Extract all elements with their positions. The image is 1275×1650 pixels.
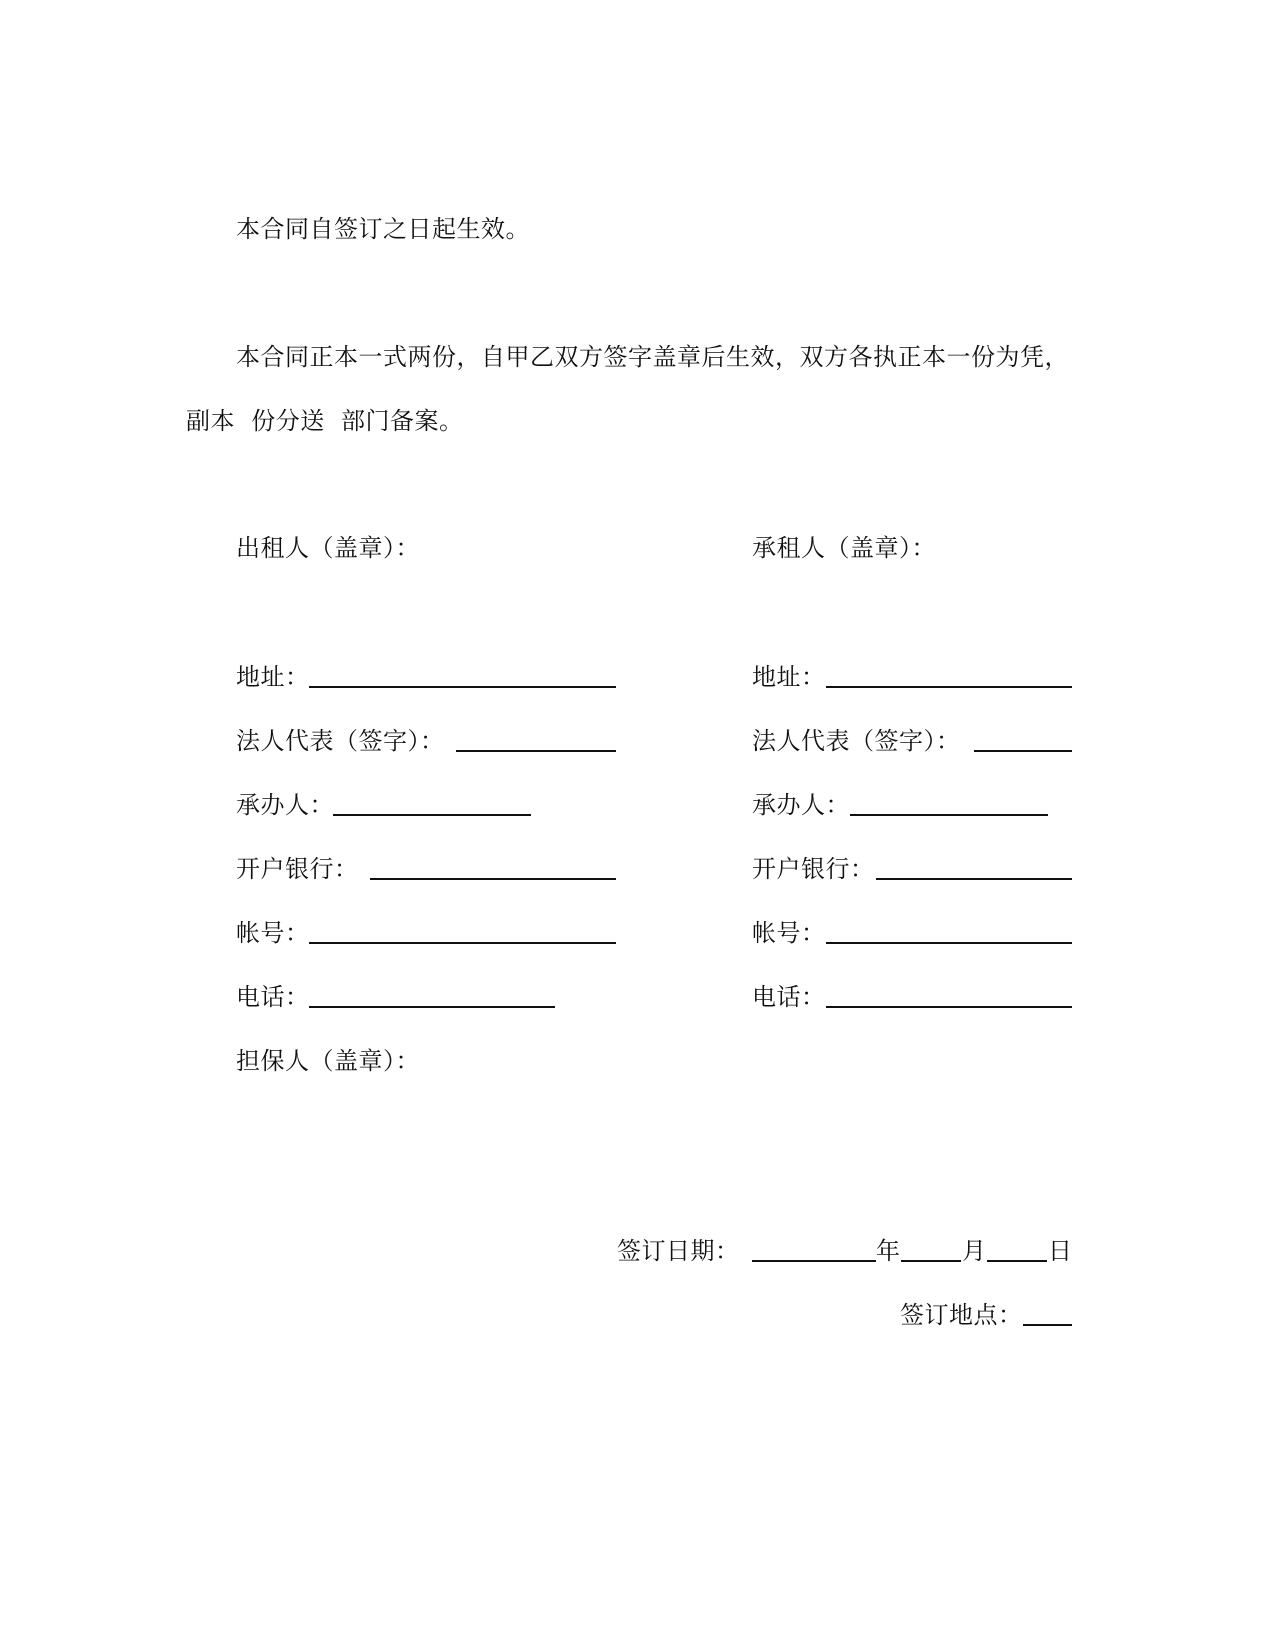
lessee-phone-field[interactable] [826, 1006, 1072, 1008]
lessee-bank-field[interactable] [876, 878, 1072, 880]
signing-day-unit: 日 [1048, 1237, 1073, 1265]
signing-place-label: 签订地点： [900, 1301, 1023, 1329]
lessor-handler-field[interactable] [333, 814, 531, 816]
signing-month-unit: 月 [962, 1237, 987, 1265]
lessor-phone-field[interactable] [309, 1006, 555, 1008]
lessee-legal-rep-label: 法人代表（签字）： [752, 727, 961, 755]
lessor-address-label: 地址： [236, 663, 310, 691]
copies-clause-line2: 副本 份分送 部门备案。 [186, 407, 464, 435]
signing-day-field[interactable] [987, 1260, 1047, 1262]
lessor-legal-rep-label: 法人代表（签字）： [236, 727, 445, 755]
guarantor-title: 担保人（盖章）： [236, 1047, 420, 1075]
lessor-bank-field[interactable] [370, 878, 616, 880]
signing-place-field[interactable] [1023, 1324, 1072, 1326]
signing-year-field[interactable] [752, 1260, 876, 1262]
lessee-handler-field[interactable] [850, 814, 1048, 816]
signing-year-unit: 年 [876, 1237, 901, 1265]
lessee-account-label: 帐号： [752, 919, 826, 947]
lessee-address-field[interactable] [826, 686, 1072, 688]
lessor-address-field[interactable] [309, 686, 616, 688]
lessee-legal-rep-field[interactable] [974, 750, 1072, 752]
lessee-bank-label: 开户银行： [752, 855, 875, 883]
lessee-account-field[interactable] [826, 942, 1072, 944]
copies-clause-line1: 本合同正本一式两份，自甲乙双方签字盖章后生效，双方各执正本一份为凭， [236, 343, 1069, 371]
effective-clause: 本合同自签订之日起生效。 [236, 215, 530, 243]
lessee-address-label: 地址： [752, 663, 826, 691]
lessor-legal-rep-field[interactable] [456, 750, 616, 752]
lessor-title: 出租人（盖章）： [236, 534, 420, 562]
lessor-account-label: 帐号： [236, 919, 310, 947]
lessor-bank-label: 开户银行： [236, 855, 359, 883]
lessor-phone-label: 电话： [236, 983, 310, 1011]
lessee-handler-label: 承办人： [752, 791, 850, 819]
signing-date-label: 签订日期： [617, 1237, 740, 1265]
lessor-handler-label: 承办人： [236, 791, 334, 819]
lessee-phone-label: 电话： [752, 983, 826, 1011]
lessee-title: 承租人（盖章）： [752, 534, 936, 562]
lessor-account-field[interactable] [309, 942, 616, 944]
signing-month-field[interactable] [901, 1260, 961, 1262]
